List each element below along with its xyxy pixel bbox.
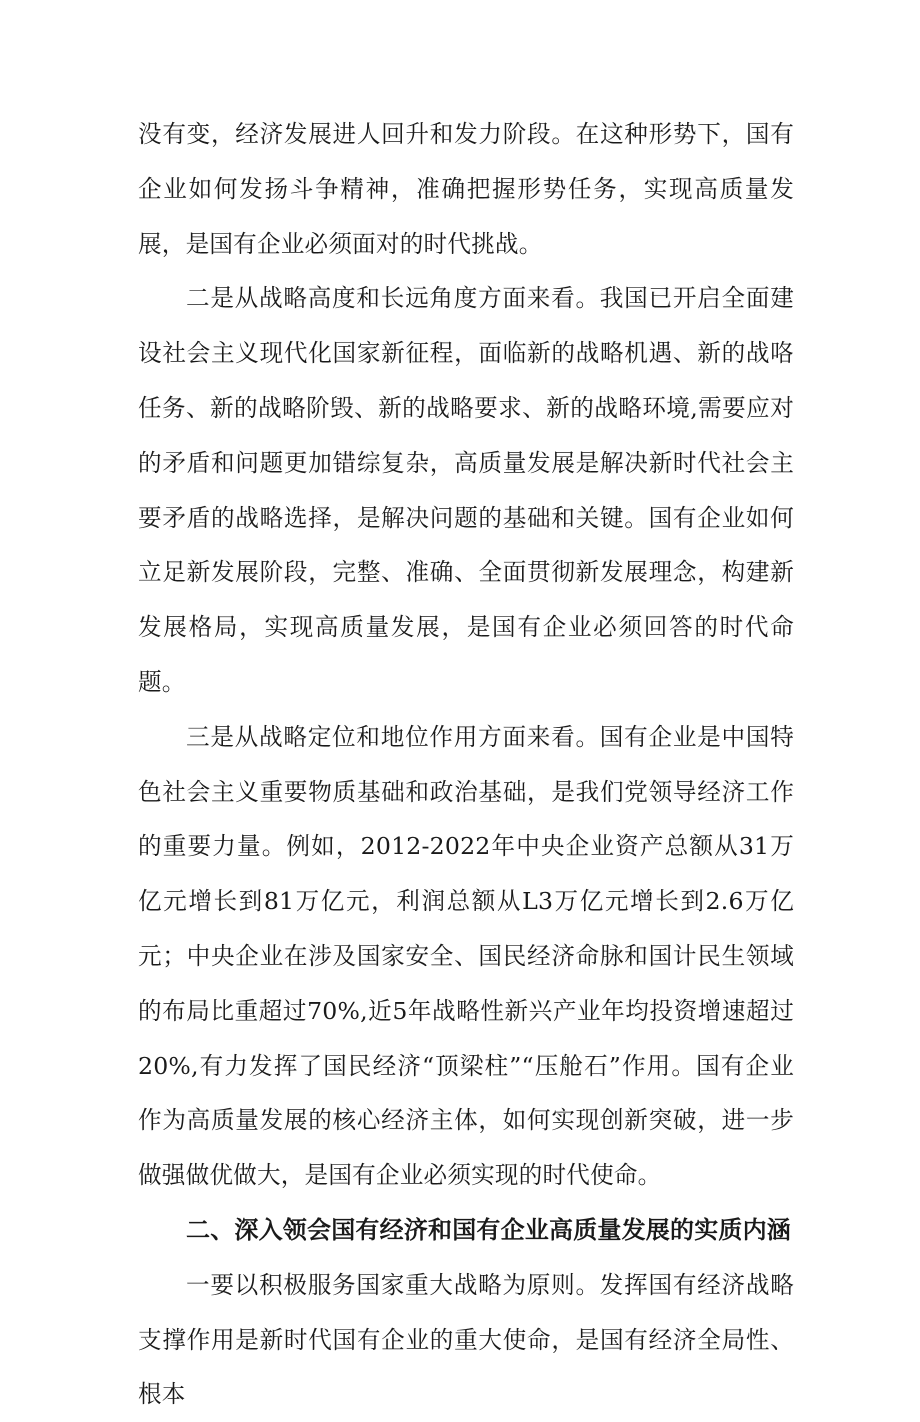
paragraph-continuation: 没有变，经济发展进人回升和发力阶段。在这种形势下，国有企业如何发扬斗争精神，准确把握形势任务，实现高质量发展，是国有企业必须面对的时代挑战。 — [138, 120, 794, 258]
paragraph-strategic-position: 三是从战略定位和地位作用方面来看。国有企业是中国特色社会主义重要物质基础和政治基础，是我们党领导经济工作的重要力量。例如，2012-2022年中央企业资产总额从31万亿元增长到81万亿元，利润总额从L3万亿元增长到2.6万亿元；中央企业在涉及国家安全、国民经济命脉和国计民生领域的布局比重超过70%,近5年战略性新兴产业年均投资增速超过20%,有力发挥了国民经济“顶梁柱”“压舱石”作用。国有企业作为高质量发展的核心经济主体，如何实现创新突破，进一步做强做优做大，是国有企业必须实现的时代使命。 — [138, 722, 794, 1190]
paragraph-strategic-height: 二是从战略高度和长远角度方面来看。我国已开启全面建设社会主义现代化国家新征程，面临新的战略机遇、新的战咯任务、新的战略阶毁、新的战略要求、新的战略环境,需要应对的矛盾和问题更加错综复杂，高质量发展是解决新时代社会主要矛盾的战略选择，是解决问题的基础和关键。国有企业如何立足新发展阶段，完整、准确、全面贯彻新发展理念，构建新发展格局，实现高质量发展，是国有企业必须回答的时代命题。 — [138, 284, 794, 696]
paragraph-national-strategy: 一要以积极服务国家重大战略为原则。发挥国有经济战略支撑作用是新时代国有企业的重大使命，是国有经济全局性、根本 — [138, 1270, 794, 1409]
document-body — [138, 107, 794, 1422]
section-heading: 二、深入领会国有经济和国有企业高质量发展的实质内涵 — [186, 1215, 791, 1244]
